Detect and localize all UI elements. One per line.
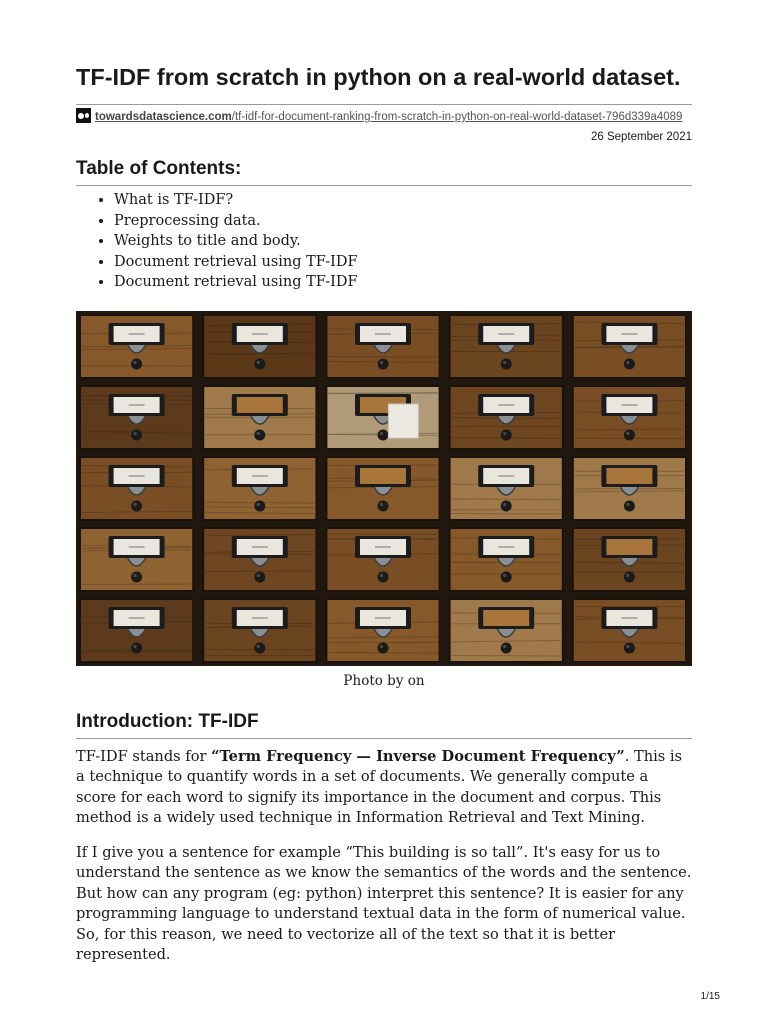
toc-item: • Weights to title and body. <box>114 231 358 252</box>
page-indicator: 1/15 <box>700 991 720 1002</box>
toc-list <box>76 190 358 293</box>
toc-heading: Table of Contents: <box>76 158 692 186</box>
source-link[interactable] <box>95 111 682 123</box>
intro-p1-rest: . This is a technique to quantify words in a set of documents. We generally compute a score for each word to signify its importance in the document and corpus. This method is a widely used technique in Information Retrieval and Text Mining. <box>76 748 683 827</box>
intro-paragraph-1 <box>76 747 692 829</box>
intro-paragraph-2: If I give you a sentence for example “This building is so tall”. It's easy for us to understand the sentence as we know the semantics of the words and the sentence. But how can any program (eg: python) interpret this sentence? It is easier for any programming language to understand textual data in the form of numerical value. So, for this reason, we need to vectorize all of the text so that it is better represented. <box>76 844 692 964</box>
publish-date: 26 September 2021 <box>590 131 692 143</box>
source-path: /tf-idf-for-document-ranking-from-scratch-in-python-on-real-world-dataset-796d339a4089 <box>231 111 683 123</box>
toc-item: • Preprocessing data. <box>114 211 358 232</box>
article-title: TF-IDF from scratch in python on a real-world dataset. <box>76 64 681 90</box>
card-catalog-photo <box>76 311 692 666</box>
intro-p1-lead: TF-IDF stands for <box>76 748 212 765</box>
toc-item: • What is TF-IDF? <box>114 190 358 211</box>
photo-caption: Photo by on <box>343 673 425 689</box>
toc-item: • Document retrieval using TF-IDF <box>114 272 358 293</box>
intro-heading: Introduction: TF-IDF <box>76 711 692 739</box>
source-domain: towardsdatascience.com <box>95 111 232 123</box>
medium-logo-icon <box>76 108 91 123</box>
toc-item: • Document retrieval using TF-IDF <box>114 252 358 273</box>
source-row <box>76 104 692 130</box>
intro-p1-term: “Term Frequency — Inverse Document Frequency” <box>211 748 625 765</box>
card-catalog-drawers-image <box>76 311 692 666</box>
